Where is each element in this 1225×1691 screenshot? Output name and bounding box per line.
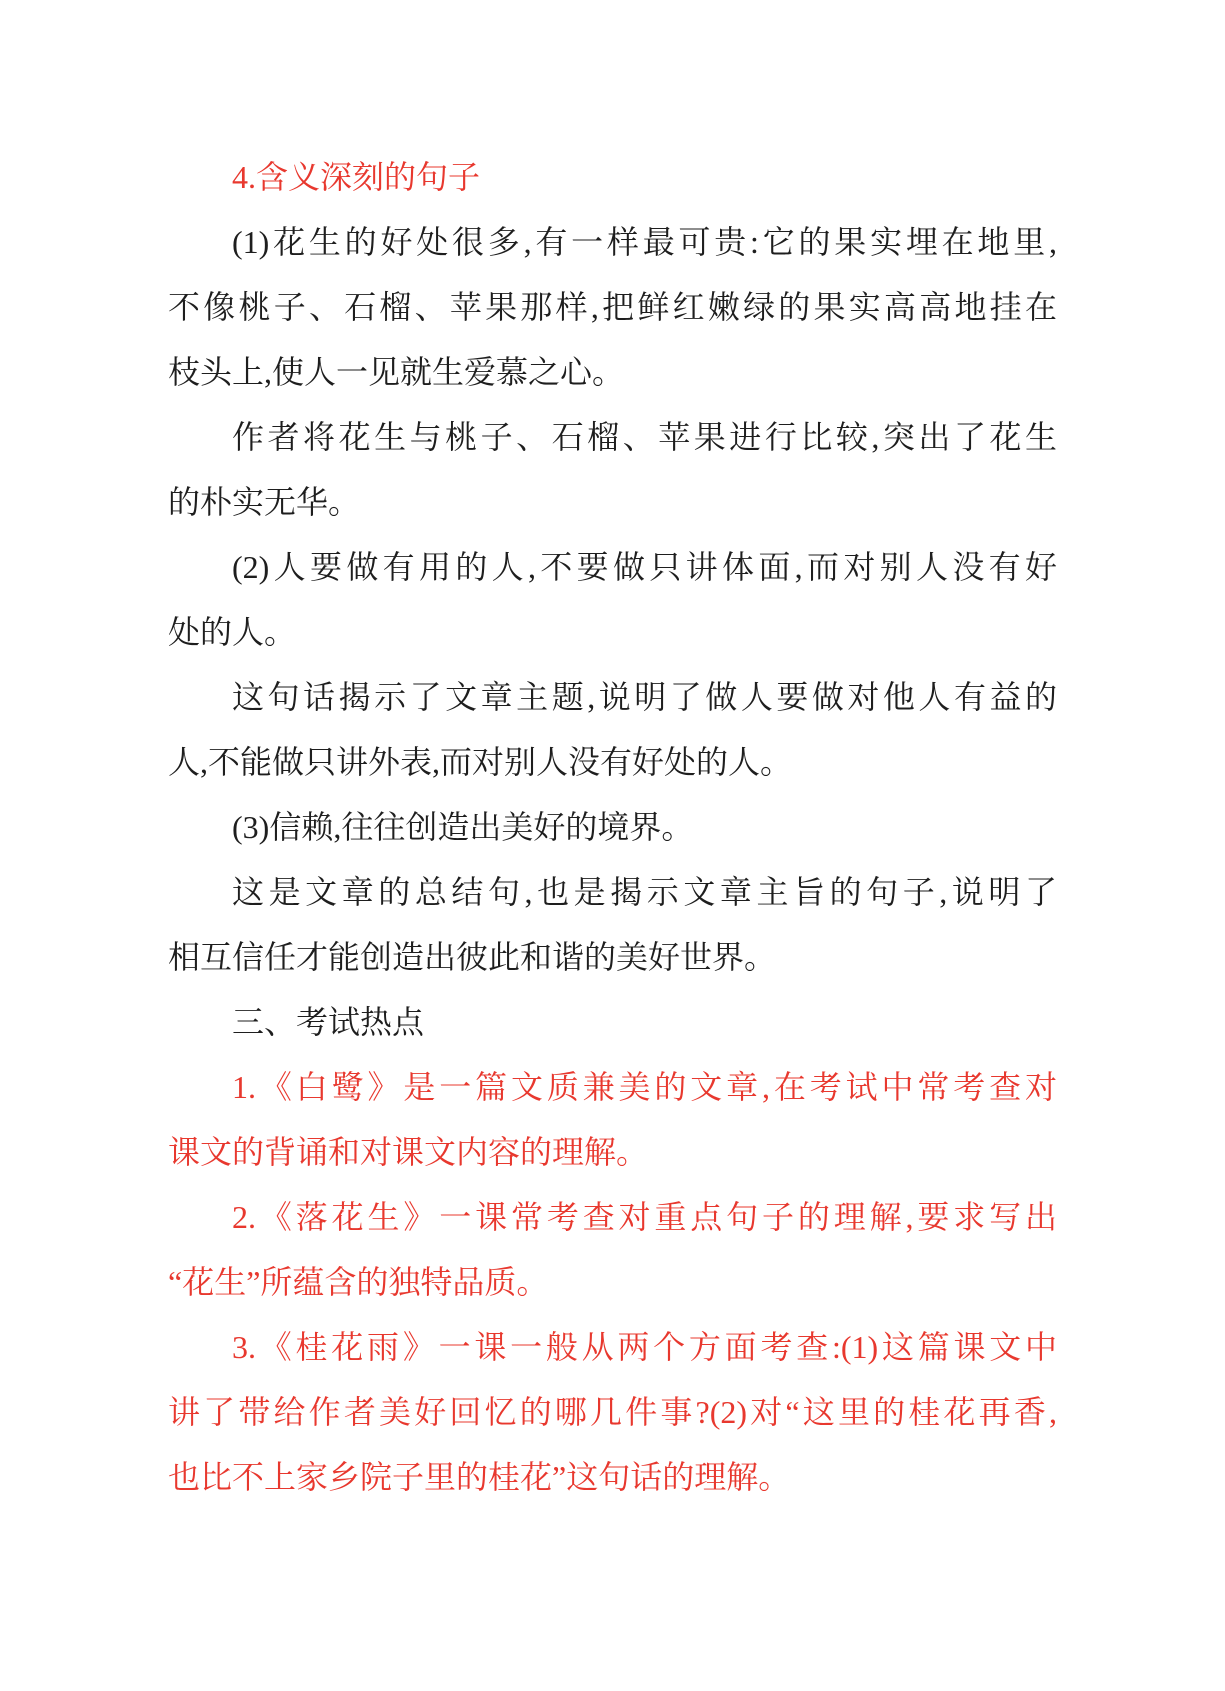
text-line: 也比不上家乡院子里的桂花”这句话的理解。 [168, 1459, 791, 1495]
text-line: 1.《白鹭》是一篇文质兼美的文章,在考试中常考查对 [232, 1069, 1057, 1105]
text-line: 这是文章的总结句,也是揭示文章主旨的句子,说明了 [232, 874, 1057, 910]
text-line: 课文的背诵和对课文内容的理解。 [168, 1134, 649, 1170]
text-line: (1)花生的好处很多,有一样最可贵:它的果实埋在地里, [232, 224, 1057, 260]
text-line: 枝头上,使人一见就生爱慕之心。 [168, 354, 625, 390]
text-line: 处的人。 [168, 614, 297, 650]
text-line: 讲了带给作者美好回忆的哪几件事?(2)对“这里的桂花再香, [168, 1394, 1057, 1430]
text-line: 人,不能做只讲外表,而对别人没有好处的人。 [168, 744, 793, 780]
text-line: 相互信任才能创造出彼此和谐的美好世界。 [168, 939, 777, 975]
document-body [168, 145, 1057, 1510]
text-line: 不像桃子、石榴、苹果那样,把鲜红嫩绿的果实高高地挂在 [168, 289, 1057, 325]
text-line: 的朴实无华。 [168, 484, 361, 520]
text-line: (3)信赖,往往创造出美好的境界。 [232, 809, 694, 845]
text-line: 3.《桂花雨》一课一般从两个方面考查:(1)这篇课文中 [232, 1329, 1057, 1365]
text-line: 三、考试热点 [232, 1004, 425, 1040]
text-line: “花生”所蕴含的独特品质。 [168, 1264, 549, 1300]
text-line: 4.含义深刻的句子 [232, 159, 481, 195]
text-line: 2.《落花生》一课常考查对重点句子的理解,要求写出 [232, 1199, 1057, 1235]
text-line: 这句话揭示了文章主题,说明了做人要做对他人有益的 [232, 679, 1057, 715]
text-line: (2)人要做有用的人,不要做只讲体面,而对别人没有好 [232, 549, 1057, 585]
text-line: 作者将花生与桃子、石榴、苹果进行比较,突出了花生 [232, 419, 1057, 455]
